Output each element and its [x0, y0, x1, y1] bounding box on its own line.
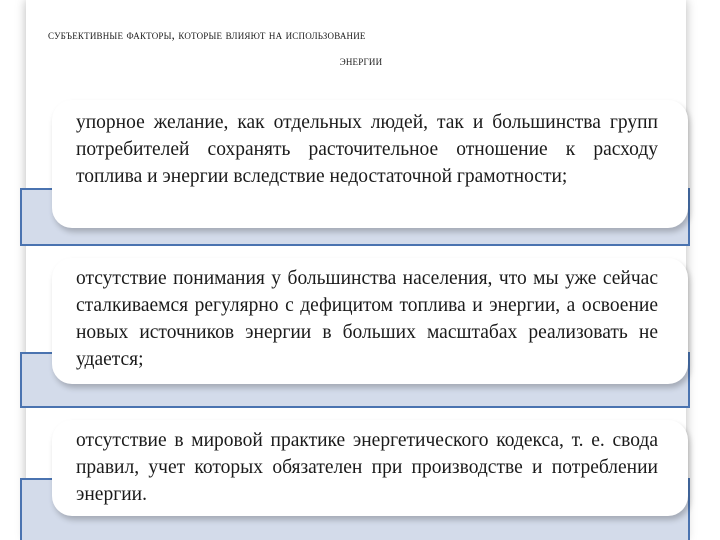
- item-2-text: отсутствие понимания у большинства населения, что мы уже сейчас сталкиваемся регулярно с дефицитом топлива и энергии, а освоение новых источников энергии в больших масштабах реализовать не удается;: [76, 268, 658, 370]
- title-line-2: энергии: [339, 54, 383, 68]
- title-line-1: субъективные факторы, которые влияют на использование: [48, 28, 366, 42]
- item-3-text: отсутствие в мировой практике энергетического кодекса, т. е. свода правил, учет которых обязателен при производстве и потреблении энергии.: [76, 430, 658, 505]
- slide-title: [46, 22, 676, 74]
- item-1-text: упорное желание, как отдельных людей, так и большинства групп потребителей сохранять расточительное отношение к расходу топлива и энергии вследствие недостаточной грамотности;: [76, 112, 658, 187]
